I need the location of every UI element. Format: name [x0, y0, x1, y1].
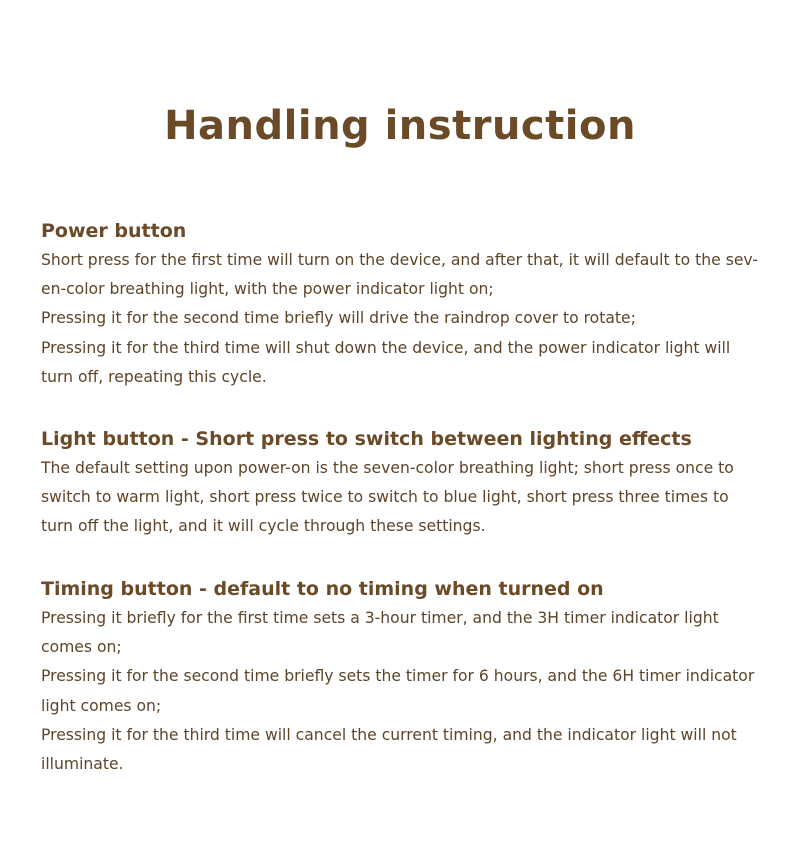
section-heading: Light button - Short press to switch between lighting effects: [41, 428, 692, 450]
section-heading: Power button: [41, 220, 187, 242]
light-button-section: [41, 424, 761, 542]
section-heading: Timing button - default to no timing when turned on: [41, 578, 604, 600]
paragraph: Pressing it for the third time will shut down the device, and the power indicator light will turn off, repeating this cycle.: [41, 338, 731, 386]
paragraph: Pressing it for the third time will cancel the current timing, and the indicator light will not illuminate.: [41, 725, 737, 774]
paragraph: Short press for the first time will turn on the device, and after that, it will default to the sev-en-color breathing light, with the power indicator light on;: [41, 251, 758, 299]
paragraph: The default setting upon power-on is the seven-color breathing light; short press once to switch to warm light, short press twice to switch to blue light, short press three times to turn off the light, and it will cycle through these settings.: [41, 459, 734, 536]
timing-button-section: [41, 574, 761, 779]
paragraph: Pressing it for the second time briefly will drive the raindrop cover to rotate;: [41, 309, 636, 328]
paragraph: Pressing it briefly for the first time sets a 3-hour timer, and the 3H timer indicator light comes on;: [41, 609, 719, 657]
page-title: Handling instruction: [164, 103, 636, 149]
paragraph: Pressing it for the second time briefly sets the timer for 6 hours, and the 6H timer indicator light comes on;: [41, 667, 755, 715]
power-button-section: [41, 216, 761, 392]
